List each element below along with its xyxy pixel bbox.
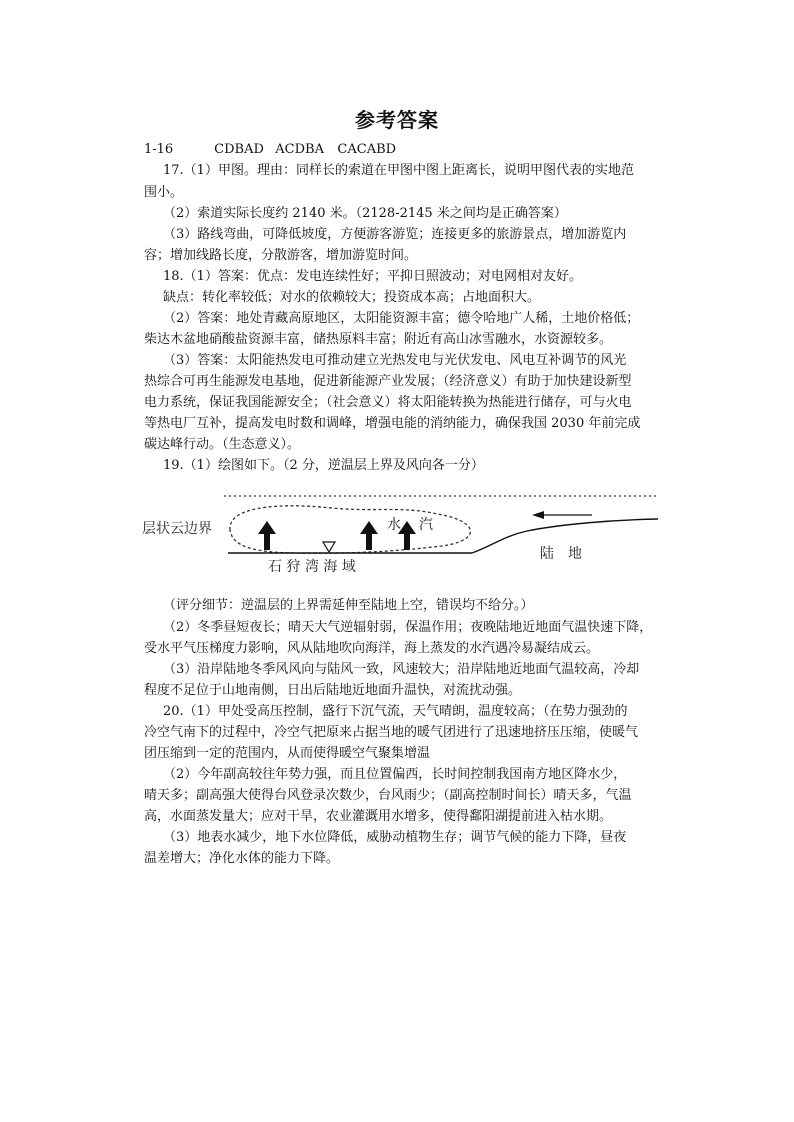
vapor-arrow [360, 521, 378, 550]
cloud-boundary-label: 层状云边界 [142, 521, 212, 537]
answer-line: 团压缩到一定的范围内，从而使得暖空气聚集增温 [144, 746, 431, 761]
inversion-diagram [142, 486, 662, 582]
answer-line: （2）冬季昼短夜长；晴天大气逆辐射弱，保温作用；夜晚陆地近地面气温快速下降， [163, 620, 653, 635]
mcq-group-2: ACDBA [275, 142, 324, 157]
mcq-answers [144, 142, 396, 158]
answer-line: 围小。 [144, 185, 184, 200]
answer-line: （2）答案：地处青藏高原地区，太阳能资源丰富；德令哈地广人稀，土地价格低； [163, 311, 640, 326]
mcq-group-3: CACABD [337, 142, 397, 157]
answer-line: 电力系统，保证我国能源安全；（社会意义）将太阳能转换为热能进行储存，可与火电 [144, 395, 632, 410]
answer-line: 高，水面蒸发量大；应对干旱，农业灌溉用水增多，使得鄱阳湖提前进入枯水期。 [144, 809, 613, 824]
answer-line: 热综合可再生能源发电基地，促进新能源产业发展；（经济意义）有助于加快建设新型 [144, 374, 632, 389]
vapor-label: 水 [387, 517, 401, 533]
answer-line: 18.（1）答案：优点：发电连续性好；平抑日照波动；对电网相对友好。 [163, 269, 582, 284]
answer-line: 等热电厂互补，提高发电时数和调峰，增强电能的消纳能力，确保我国 2030 年前完成 [144, 416, 641, 431]
answer-line: 缺点：转化率较低；对水的依赖较大；投资成本高；占地面积大。 [163, 290, 541, 305]
mcq-group-1: CDBAD [214, 142, 264, 157]
answer-line: 受水平气压梯度力影响，风从陆地吹向海洋，海上蒸发的水汽遇冷易凝结成云。 [144, 641, 600, 656]
answer-line: 冷空气南下的过程中，冷空气把原来占据当地的暖气团进行了迅速地挤压压缩，使暖气 [144, 725, 639, 740]
answer-line: 19.（1）绘图如下。（2 分，逆温层上界及风向各一分） [163, 458, 484, 473]
mcq-range: 1-16 [144, 142, 174, 157]
wind-arrow-head [532, 511, 544, 519]
vapor-label: 汽 [419, 517, 433, 533]
answer-line: 柴达木盆地硝酸盐资源丰富，储热原料丰富；附近有高山冰雪融水，水资源较多。 [144, 332, 613, 347]
answer-line: 容；增加线路长度，分散游客，增加游览时间。 [144, 248, 418, 263]
answer-line: （评分细节：逆温层的上界需延伸至陆地上空，错误均不给分。） [163, 598, 534, 613]
page-title: 参考答案 [355, 108, 439, 132]
answer-line: （3）答案：太阳能热发电可推动建立光热发电与光伏发电、风电互补调节的风光 [163, 353, 627, 368]
vapor-arrow [258, 521, 276, 550]
answer-line: （3）地表水减少，地下水位降低，威胁动植物生存；调节气候的能力下降，昼夜 [163, 830, 627, 845]
answer-line: 温差增大；净化水体的能力下降。 [144, 851, 340, 866]
answer-line: 20.（1）甲处受高压控制，盛行下沉气流，天气晴朗，温度较高；（在势力强劲的 [163, 704, 628, 719]
answer-line: 碳达峰行动。（生态意义）。 [144, 437, 301, 452]
water-level-symbol [323, 542, 335, 552]
answer-line: （3）沿岸陆地冬季风风向与陆风一致，风速较大；沿岸陆地近地面气温较高，冷却 [163, 662, 640, 677]
land-label: 陆 地 [540, 546, 582, 562]
answer-line: （2）索道实际长度约 2140 米。（2128-2145 米之间均是正确答案） [163, 206, 567, 221]
answer-line: 晴天多；副高强大使得台风登录次数少，台风雨少；（副高控制时间长）晴天多，气温 [144, 788, 632, 803]
answer-line: 17.（1）甲图。理由：同样长的索道在甲图中图上距离长，说明甲图代表的实地范 [163, 163, 634, 178]
answer-line: （3）路线弯曲，可降低坡度，方便游客游览；连接更多的旅游景点，增加游览内 [163, 227, 627, 242]
answer-line: （2）今年副高较往年势力强，而且位置偏西，长时间控制我国南方地区降水少， [163, 767, 627, 782]
answer-line: 程度不足位于山地南侧，日出后陆地近地面升温快，对流扰动强。 [144, 683, 522, 698]
sea-area-label: 石 狩 湾 海 域 [268, 559, 356, 575]
